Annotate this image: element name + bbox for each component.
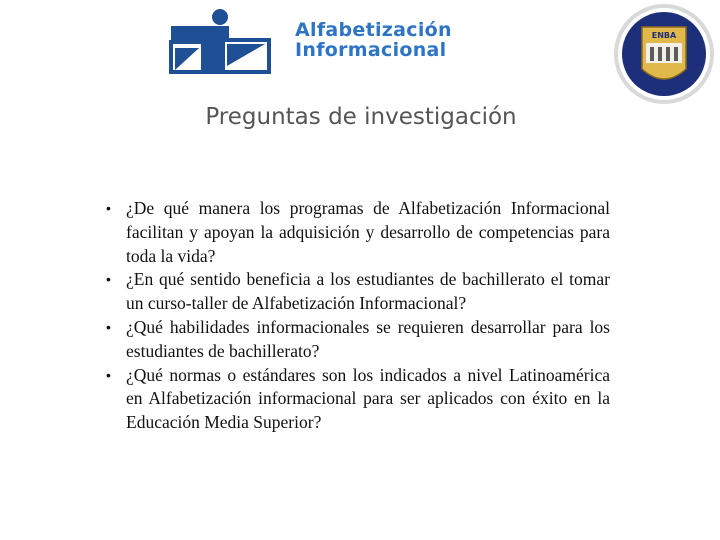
list-item-text: ¿En qué sentido beneficia a los estudiantes de bachillerato el tomar un curso-taller de Alfabetización Informacional? xyxy=(126,269,610,314)
logo-text-line2: Informacional xyxy=(295,39,447,61)
bullet-icon: • xyxy=(106,366,111,383)
logo-text xyxy=(295,20,452,60)
alfin-logo-mark-icon xyxy=(165,8,275,74)
list-item xyxy=(106,364,610,435)
alfin-logo xyxy=(165,8,510,74)
seal-label: ENBA xyxy=(651,31,677,40)
slide-title xyxy=(0,104,720,130)
question-list xyxy=(106,197,610,435)
bullet-icon: • xyxy=(106,200,111,216)
bullet-icon: • xyxy=(106,318,111,335)
list-item-text: ¿Qué normas o estándares son los indicados a nivel Latinoamérica en Alfabetización informacional para ser aplicados con éxito en la Educación Media Superior? xyxy=(126,364,610,433)
slide-title-text: Preguntas de investigación xyxy=(205,104,517,130)
list-item-text: ¿De qué manera los programas de Alfabetización Informacional facilitan y apoyan la adquisición y desarrollo de competencias para toda la vida? xyxy=(126,198,610,266)
list-item xyxy=(106,268,610,316)
list-item-text: ¿Qué habilidades informacionales se requieren desarrollar para los estudiantes de bachillerato? xyxy=(126,316,610,361)
bullet-icon: • xyxy=(106,271,111,288)
logo-text-line1: Alfabetización xyxy=(295,19,452,41)
enba-seal-icon xyxy=(612,3,716,105)
list-item xyxy=(106,197,610,268)
list-item xyxy=(106,316,610,364)
